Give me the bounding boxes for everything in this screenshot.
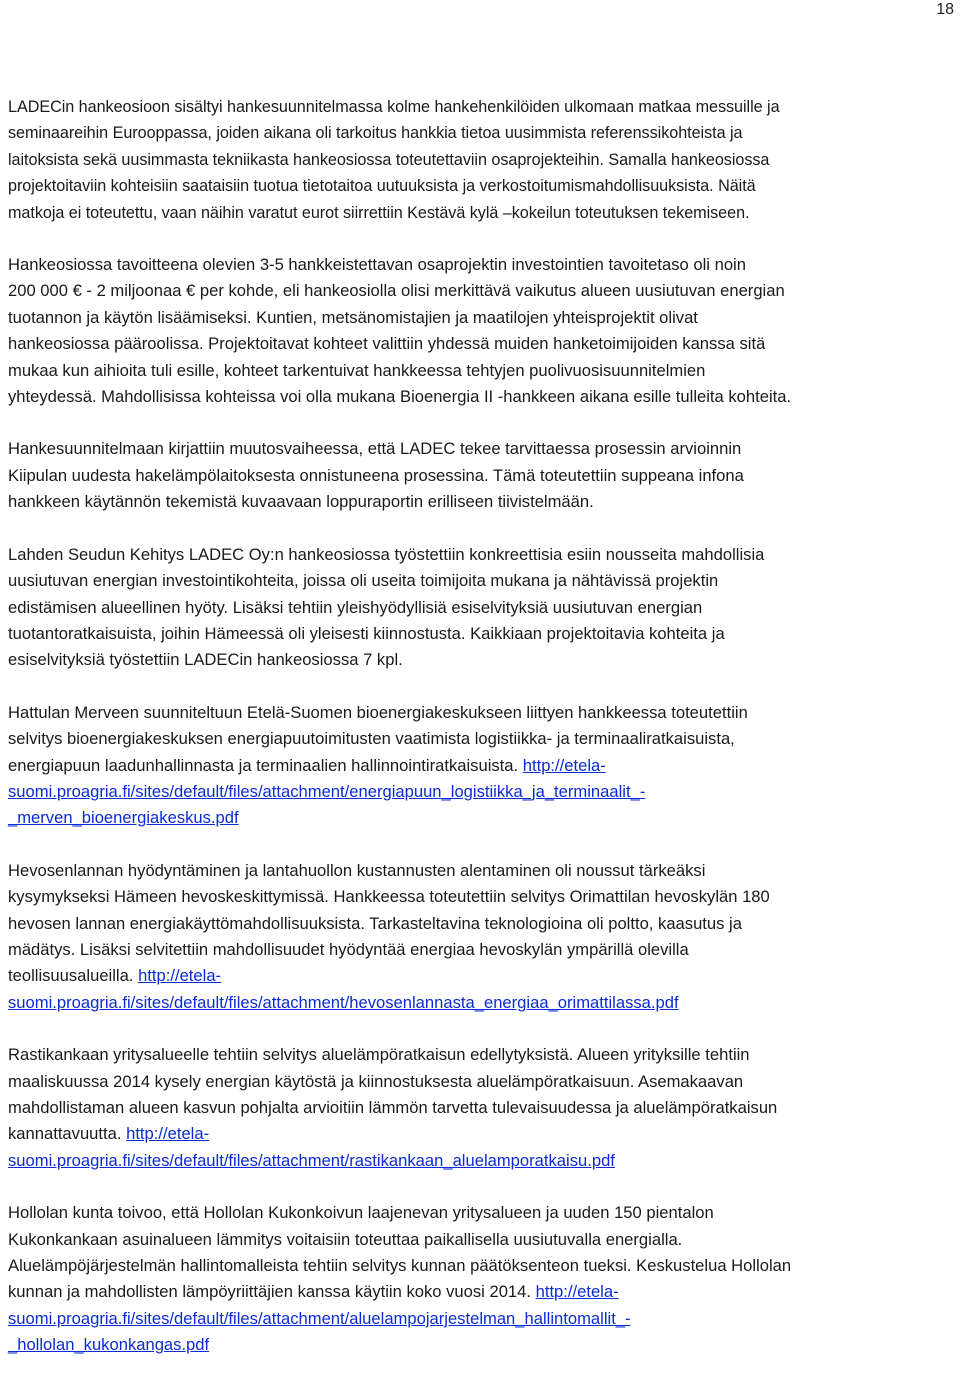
text-line: Hattulan Merveen suunniteltuun Etelä-Suomen bioenergiakeskukseen liittyen hankkeessa toteutettiin: [8, 702, 748, 722]
text-line: Lahden Seudun Kehitys LADEC Oy:n hankeosiossa työstettiin konkreettisia esiin nousseita mahdollisia: [8, 544, 765, 564]
text-line: LADECin hankeosioon sisältyi hankesuunnitelmassa kolme hankehenkilöiden ulkomaan matkaa messuille ja: [8, 98, 780, 116]
hollola-report-link-cont[interactable]: _hollolan_kukonkangas.pdf: [8, 1335, 210, 1355]
text-line: projektoitaviin kohteisiin saataisiin tuotua tietotaitoa uutuuksista ja verkostoitumismahdollisuuksista. Näitä: [8, 177, 756, 196]
text-line: Kiipulan uudesta hakelämpölaitoksesta onnistuneena prosessina. Tämä toteutettiin suppeana infona: [8, 465, 744, 485]
paragraph-kiipula-assessment: [8, 436, 956, 515]
paragraph-ladec-travel: [8, 94, 956, 226]
text-line: Hankeosiossa tavoitteena olevien 3-5 hankkeistettavan osaprojektin investointien tavoitetaso oli noin: [8, 255, 746, 275]
text-line: tuotannon ja käytön lisäämiseksi. Kuntien, metsänomistajien ja maatilojen yhteisprojektit olivat: [8, 307, 698, 327]
text-line: hankkeen käytännön tekemistä kuvaavaan loppuraportin erilliseen tiivistelmään.: [8, 492, 594, 512]
link-line: [8, 1332, 956, 1358]
text-line: hevosen lannan energiakäyttömahdollisuuksista. Tarkasteltavina teknologioina oli poltto, kaasutus ja: [8, 913, 742, 933]
text-line: matkoja ei toteutettu, vaan näihin varatut eurot siirrettiin Kestävä kylä –kokeilun toteutuksen tekemiseen.: [8, 203, 750, 222]
text-segment: energiapuun laadunhallinnasta ja terminaalien hallinnointiratkaisuista.: [8, 755, 523, 775]
text-line: kysymykseksi Hämeen hevoskeskittymissä. Hankkeessa toteutettiin selvitys Orimattilan hevoskylän 180: [8, 887, 770, 907]
text-line-with-link: [8, 1121, 956, 1147]
link-line: [8, 805, 956, 831]
paragraph-rastikangas: [8, 1042, 956, 1174]
text-segment: teollisuusalueilla.: [8, 966, 139, 986]
text-line: Hollolan kunta toivoo, että Hollolan Kukonkoivun laajenevan yritysalueen ja uuden 150 pientalon: [8, 1203, 714, 1223]
text-line: maaliskuussa 2014 kysely energian käytöstä ja kiinnostuksesta aluelämpöratkaisuun. Asemakaavan: [8, 1071, 744, 1091]
paragraph-ladec-projects: [8, 542, 956, 674]
text-line-with-link: [8, 753, 956, 779]
hollola-report-link[interactable]: http://etela-: [535, 1282, 619, 1302]
text-line: Aluelämpöjärjestelmän hallintomalleista tehtiin selvitys kunnan päätöksenteon tueksi. Keskustelua Hollolan: [8, 1256, 792, 1276]
paragraph-investment-target: [8, 252, 956, 410]
hollola-report-link-cont[interactable]: suomi.proagria.fi/sites/default/files/attachment/aluelampojarjestelman_hallintomallit_-: [8, 1308, 631, 1328]
text-line: mukaa kun aihioita tuli esille, kohteet tarkentuivat hankkeessa tehtyjen puolivuosisuunnitelmien: [8, 360, 706, 380]
page-number: 18: [936, 1, 954, 18]
text-line: esiselvityksiä työstettiin LADECin hankeosiossa 7 kpl.: [8, 650, 403, 670]
text-line: mädätys. Lisäksi selvitettiin mahdollisuudet hyödyntää energiaa hevoskylän ympärillä olevilla: [8, 939, 689, 959]
link-line: [8, 990, 956, 1016]
horse-manure-report-link-cont[interactable]: suomi.proagria.fi/sites/default/files/attachment/hevosenlannasta_energiaa_orimattilassa.pdf: [8, 992, 679, 1012]
text-line: uusiutuvan energian investointikohteita, joissa oli useita toimijoita mukana ja nähtävissä projektin: [8, 571, 719, 591]
paragraph-horse-manure: [8, 858, 956, 1016]
paragraph-hattula-merve: [8, 700, 956, 832]
text-line: laitoksista sekä uusimmasta tekniikasta hankeosiossa toteutettaviin osaprojekteihin. Samalla hankeosiossa: [8, 150, 770, 169]
text-line: Kukonkankaan asuinalueen lämmitys voitaisiin toteuttaa paikallisella uusiutuvalla energialla.: [8, 1229, 683, 1249]
document-body: [8, 94, 956, 1359]
horse-manure-report-link[interactable]: http://etela-: [138, 966, 222, 986]
text-line: mahdollistaman alueen kasvun pohjalta arvioitiin lämmön tarvetta tulevaisuudessa ja aluelämpöratkaisun: [8, 1098, 778, 1117]
text-line: Hevosenlannan hyödyntäminen ja lantahuollon kustannusten alentaminen oli noussut tärkeäksi: [8, 860, 706, 880]
merve-report-link-cont[interactable]: suomi.proagria.fi/sites/default/files/attachment/energiapuun_logistiikka_ja_terminaalit_-: [8, 781, 646, 801]
text-line: tuotantoratkaisuista, joihin Hämeessä oli yleisesti kiinnostusta. Kaikkiaan projektoitavia kohteita ja: [8, 623, 725, 643]
text-segment: kannattavuutta.: [8, 1124, 127, 1144]
paragraph-hollola: [8, 1200, 956, 1358]
text-line: 200 000 € - 2 miljoonaa € per kohde, eli hankeosiolla olisi merkittävä vaikutus alueen uusiutuvan energian: [8, 281, 785, 301]
text-line: Rastikankaan yritysalueelle tehtiin selvitys aluelämpöratkaisun edellytyksistä. Alueen yrityksille tehtiin: [8, 1045, 750, 1065]
text-line: Hankesuunnitelmaan kirjattiin muutosvaiheessa, että LADEC tekee tarvittaessa prosessin arvioinnin: [8, 439, 742, 459]
merve-report-link-cont[interactable]: _merven_bioenergiakeskus.pdf: [8, 808, 239, 828]
text-segment: kunnan ja mahdollisten lämpöyriittäjien kanssa käytiin koko vuosi 2014.: [8, 1282, 536, 1302]
text-line: hankeosiossa pääroolissa. Projektoitavat kohteet valittiin yhdessä muiden hanketoimijoiden kanssa sitä: [8, 334, 766, 354]
text-line: selvitys bioenergiakeskuksen energiapuutoimitusten vaatimista logistiikka- ja terminaaliratkaisuista,: [8, 729, 735, 749]
rastikangas-report-link-cont[interactable]: suomi.proagria.fi/sites/default/files/attachment/rastikankaan_aluelamporatkaisu.pdf: [8, 1150, 615, 1170]
text-line: seminaareihin Eurooppassa, joiden aikana oli tarkoitus hankkia tietoa uusimmista referenssikohteista ja: [8, 124, 743, 143]
link-line: [8, 1306, 956, 1332]
text-line-with-link: [8, 1279, 956, 1305]
text-line-with-link: [8, 963, 956, 989]
text-line: yhteydessä. Mahdollisissa kohteissa voi olla mukana Bioenergia II -hankkeen aikana esille tulleita kohteita.: [8, 387, 792, 407]
text-line: edistämisen alueellinen hyöty. Lisäksi tehtiin yleishyödyllisiä esiselvityksiä uusiutuvan energian: [8, 597, 703, 617]
link-line: [8, 779, 956, 805]
link-line: [8, 1148, 956, 1174]
rastikangas-report-link[interactable]: http://etela-: [126, 1124, 210, 1144]
merve-report-link[interactable]: http://etela-: [522, 755, 606, 775]
